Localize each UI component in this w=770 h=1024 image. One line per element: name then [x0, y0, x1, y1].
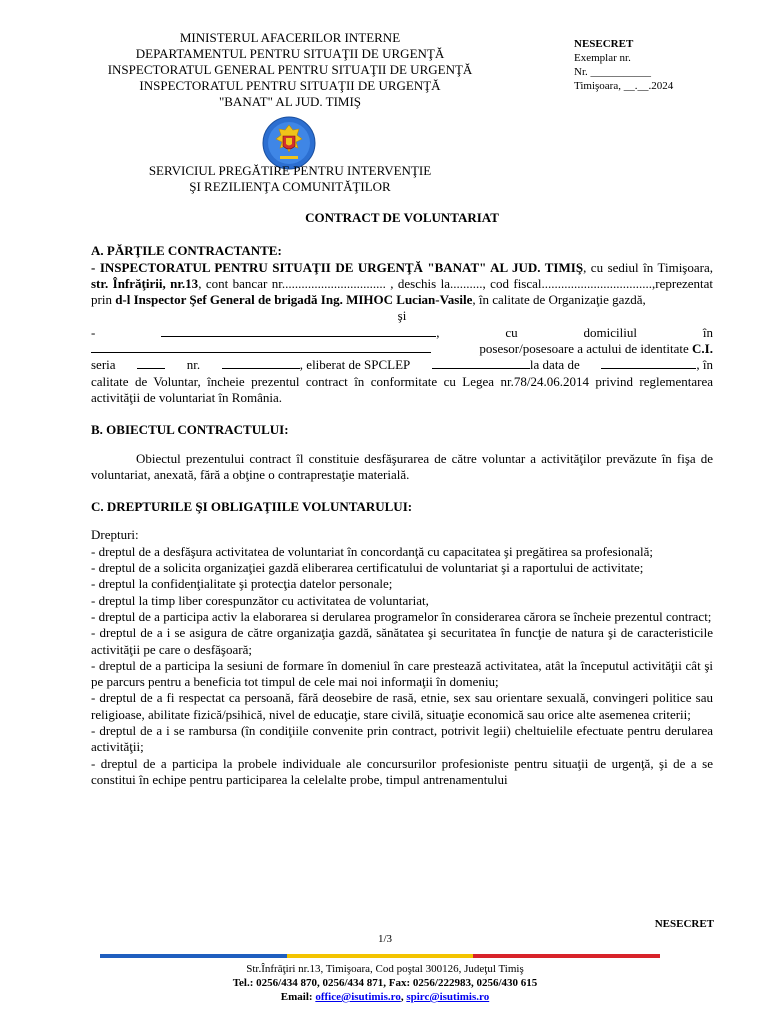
host-organization-name: - INSPECTORATUL PENTRU SITUAŢII DE URGENŢĂ "BANAT" AL JUD. TIMIŞ [91, 259, 584, 275]
header-line: INSPECTORATUL GENERAL PENTRU SITUAŢII DE URGENŢĂ [107, 62, 473, 77]
volunteer-capacity-paragraph: calitate de Voluntar, încheie prezentul contract în conformitate cu Legea nr.78/24.06.2014 privind reglementarea activităţii de voluntariat în România. [91, 373, 713, 405]
list-item: - dreptul de a fi respectat ca persoană, fără deosebire de rasă, etnie, sex sau orientare sexuală, convingeri politice sau religioase, abilitate fizică/psihică, nivel de educaţie, stare civilă, situaţie economică sau orice alte asemenea criterii; [91, 690, 713, 722]
list-item: - dreptul de a participa la probele individuale ale concursurilor profesioniste pentru situaţii de urgenţă, şi de a se constitui în echipe pentru participarea la celelalte probe, timpul antrenamentului [91, 755, 713, 787]
issuer-field[interactable] [432, 357, 530, 369]
issue-date-field[interactable] [601, 357, 696, 369]
section-c-heading: C. DREPTURILE ŞI OBLIGAŢIILE VOLUNTARULUI: [91, 499, 413, 515]
text-span: , cu sediul în Timişoara, [583, 259, 713, 275]
service-line: SERVICIUL PREGĂTIRE PENTRU INTERVENŢIE [148, 163, 432, 178]
id-series-field[interactable] [137, 357, 165, 369]
text-span: , în calitate de Organizaţie gazdă, [472, 292, 646, 308]
header-line: INSPECTORATUL PENTRU SITUAŢII DE URGENŢĂ [139, 78, 441, 93]
contract-body [91, 210, 713, 788]
page-number: 1/3 [377, 933, 393, 945]
section-a-heading: A. PĂRŢILE CONTRACTANTE: [91, 243, 282, 259]
text-span: seria [91, 357, 116, 373]
text-span: nr. [186, 357, 201, 373]
text-span: cod fiscal..................................,reprezentat prin [91, 275, 713, 308]
text-span: , cont bancar nr................................ , deschis la.........., [198, 275, 486, 291]
and-conjunction: şi [397, 308, 407, 324]
exemplar-number: Exemplar nr. [574, 52, 631, 64]
volunteer-address-field[interactable] [91, 341, 431, 353]
list-item: - dreptul la timp liber corespunzător cu activitatea de voluntariat, [91, 592, 429, 608]
contract-title: CONTRACT DE VOLUNTARIAT [305, 210, 499, 225]
text-span: cu [505, 324, 518, 340]
text-span: , eliberat de SPCLEP [299, 357, 411, 373]
id-number-field[interactable] [222, 357, 300, 369]
service-name [90, 163, 490, 195]
volunteer-address-row [91, 341, 713, 357]
header-line: "BANAT" AL JUD. TIMIŞ [218, 94, 362, 109]
header-line: MINISTERUL AFACERILOR INTERNE [179, 30, 401, 45]
list-item: - dreptul la confidenţialitate şi protecţia datelor personale; [91, 576, 393, 592]
host-address: str. Înfrăţirii, nr.13 [91, 275, 199, 291]
footer-phones: Tel.: 0256/434 870, 0256/434 871, Fax: 0256/222983, 0256/430 615 [232, 977, 538, 989]
rights-subheading: Drepturi: [91, 527, 139, 543]
email-label: Email: [280, 991, 316, 1003]
stripe-yellow [287, 954, 474, 958]
footer-classification: NESECRET [654, 918, 714, 930]
list-item: - dreptul de a i se rambursa (în condiţiile convenite prin contract, potrivit legii) cheltuielile efectuate pentru derularea activităţii; [91, 723, 713, 755]
text-span: posesor/posesoare a actului de identitate [479, 341, 693, 357]
classification-label: NESECRET [574, 38, 634, 50]
contract-object-paragraph: Obiectul prezentului contract îl constituie desfăşurarea de către voluntar a activităţilor prevăzute în fişa de voluntariat, anexată, fără a obţine o contraprestaţie materială. [91, 450, 713, 482]
contact-footer [0, 962, 770, 1004]
stripe-red [473, 954, 660, 958]
section-b-heading: B. OBIECTUL CONTRACTULUI: [91, 422, 289, 438]
rights-list [91, 544, 713, 788]
registry-number: Nr. ___________ [574, 66, 651, 78]
institution-header [60, 30, 520, 110]
footer-address: Str.Înfrăţiri nr.13, Timişoara, Cod poştal 300126, Judeţul Timiş [246, 963, 524, 975]
volunteer-name-row: - , cu domiciliul în [91, 324, 713, 340]
list-item: - dreptul de a i se asigura de către organizaţia gazdă, sănătatea şi securitatea în funcţie de natura şi de caracteristicile activităţii pe care o desfăşoară; [91, 625, 713, 657]
list-item: - dreptul de a participa la sesiuni de formare în domeniul în care prestează activitatea, atât la începutul activităţii cât şi pe parcurs pentru a beneficia tot timpul de cele mai noi informaţii în domeniu; [91, 657, 713, 690]
document-date: Timişoara, __.__.2024 [574, 80, 674, 92]
text-span: la data de [529, 357, 580, 373]
volunteer-name-field[interactable] [161, 325, 436, 337]
list-item: - dreptul de a participa activ la elaborarea si derularea programelor în considerarea cărora se încheie prezentul contract; [91, 608, 712, 624]
tricolor-stripe [100, 954, 660, 958]
email-link-office[interactable]: office@isutimis.ro [315, 991, 401, 1003]
host-representative: d-l Inspector Şef General de brigadă Ing. MIHOC Lucian-Vasile [115, 292, 473, 308]
text-span: , în [696, 357, 713, 373]
text-span: , [400, 991, 407, 1003]
stripe-blue [100, 954, 287, 958]
coat-of-arms-icon [262, 116, 316, 170]
list-item: - dreptul de a solicita organizaţiei gazdă eliberarea certificatului de voluntariat şi a raportului de activitate; [91, 560, 644, 576]
text-span: în [702, 324, 713, 340]
host-organization-paragraph [91, 260, 713, 309]
document-registry [574, 37, 673, 93]
header-line: DEPARTAMENTUL PENTRU SITUAŢII DE URGENŢĂ [135, 46, 445, 61]
text-span: - [91, 324, 96, 340]
id-type: C.I. [692, 341, 713, 357]
service-line: ŞI REZILIENŢA COMUNITĂŢILOR [189, 179, 391, 194]
list-item: - dreptul de a desfăşura activitatea de voluntariat în concordanţă cu capacitatea şi pregătirea sa profesională; [91, 543, 653, 559]
volunteer-id-row [91, 357, 713, 373]
text-span: domiciliul [583, 324, 637, 340]
email-link-spirc[interactable]: spirc@isutimis.ro [406, 991, 490, 1003]
